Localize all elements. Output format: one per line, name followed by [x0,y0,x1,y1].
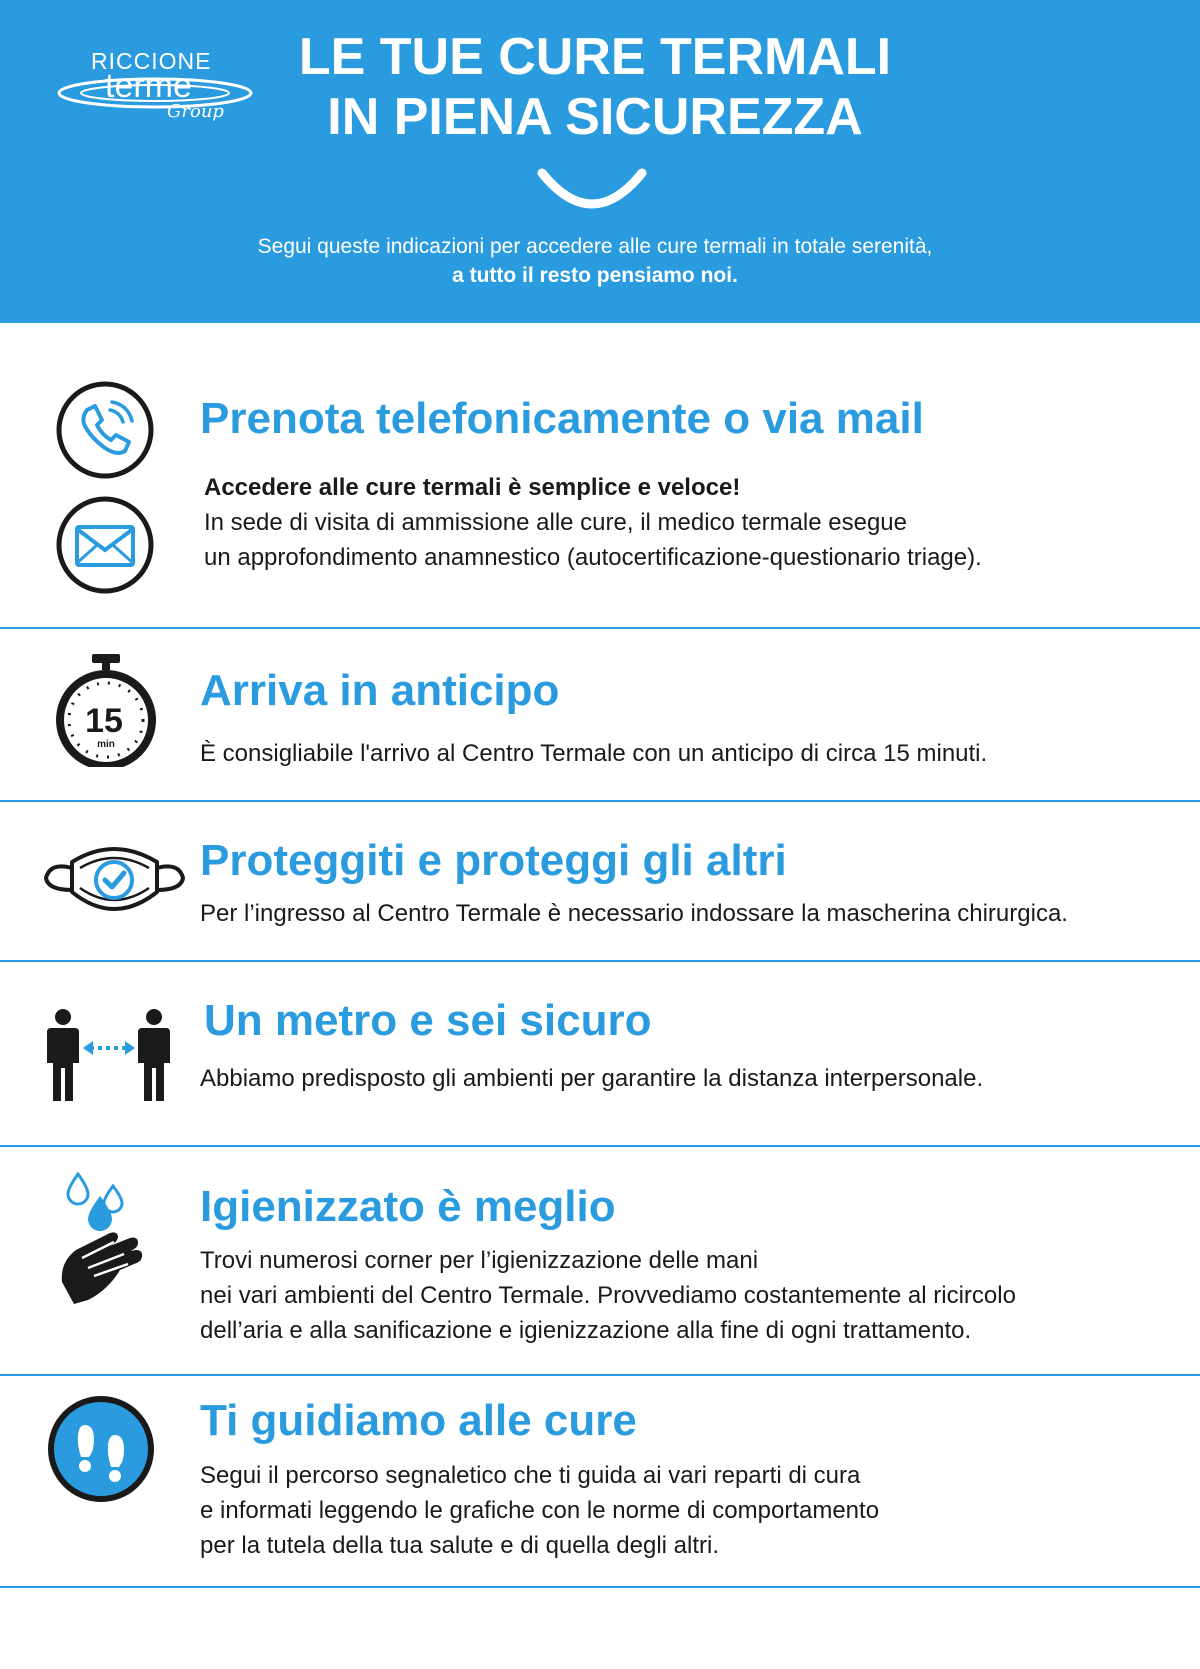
section-divider [0,1374,1200,1376]
section-text-booking-1: In sede di visita di ammissione alle cure, il medico termale esegue [204,509,907,536]
page-title-line2: IN PIENA SICUREZZA [327,88,863,146]
logo-text-line3: Group [167,101,224,122]
stopwatch-unit: min [97,739,115,750]
section-text-protect: Per l’ingresso al Centro Termale è necessario indossare la mascherina chirurgica. [200,900,1068,927]
stopwatch-icon [54,652,169,767]
smile-icon [532,165,652,215]
hand-washing-icon [58,1172,148,1312]
section-text-sanitize-2: nei vari ambienti del Centro Termale. Provvediamo costantemente al ricircolo [200,1282,1016,1309]
envelope-icon [55,495,155,595]
social-distance-icon [46,1008,171,1103]
section-divider [0,800,1200,802]
section-lead-booking: Accedere alle cure termali è semplice e veloce! [204,474,741,501]
stopwatch-number: 15 [85,702,123,740]
section-title-sanitize: Igienizzato è meglio [200,1182,616,1231]
section-text-booking-2: un approfondimento anamnestico (autocertificazione-questionario triage). [204,544,982,571]
section-text-guidance-2: e informati leggendo le grafiche con le norme di comportamento [200,1497,880,1524]
page-title-line1: LE TUE CURE TERMALI [298,28,892,86]
phone-icon [55,380,155,480]
section-title-distance: Un metro e sei sicuro [204,996,652,1045]
section-text-guidance-1: Segui il percorso segnaletico che ti guida ai vari reparti di cura [200,1462,861,1489]
section-title-protect: Proteggiti e proteggi gli altri [200,836,787,885]
section-text-sanitize-1: Trovi numerosi corner per l’igienizzazione delle mani [200,1247,759,1274]
subtitle-line2: a tutto il resto pensiamo noi. [452,264,738,287]
section-divider [0,1586,1200,1588]
section-divider [0,1145,1200,1147]
section-text-sanitize-3: dell’aria e alla sanificazione e igienizzazione alla fine di ogni trattamento. [200,1317,972,1344]
section-text-distance: Abbiamo predisposto gli ambienti per garantire la distanza interpersonale. [200,1065,984,1092]
section-title-arrive-early: Arriva in anticipo [200,666,560,715]
footprints-icon [47,1395,155,1503]
section-text-arrive-early: È consigliabile l'arrivo al Centro Termale con un anticipo di circa 15 minuti. [200,740,988,767]
section-divider [0,627,1200,629]
logo-text-line2: terme [105,67,192,105]
section-title-booking: Prenota telefonicamente o via mail [200,394,924,443]
face-mask-icon [42,840,187,920]
section-divider [0,960,1200,962]
logo-text-line1: RICCIONE [91,48,212,74]
header-banner [0,0,1200,323]
section-text-guidance-3: per la tutela della tua salute e di quella degli altri. [200,1532,719,1559]
section-title-guidance: Ti guidiamo alle cure [200,1396,637,1445]
subtitle-line1: Segui queste indicazioni per accedere alle cure termali in totale serenità, [257,235,933,258]
